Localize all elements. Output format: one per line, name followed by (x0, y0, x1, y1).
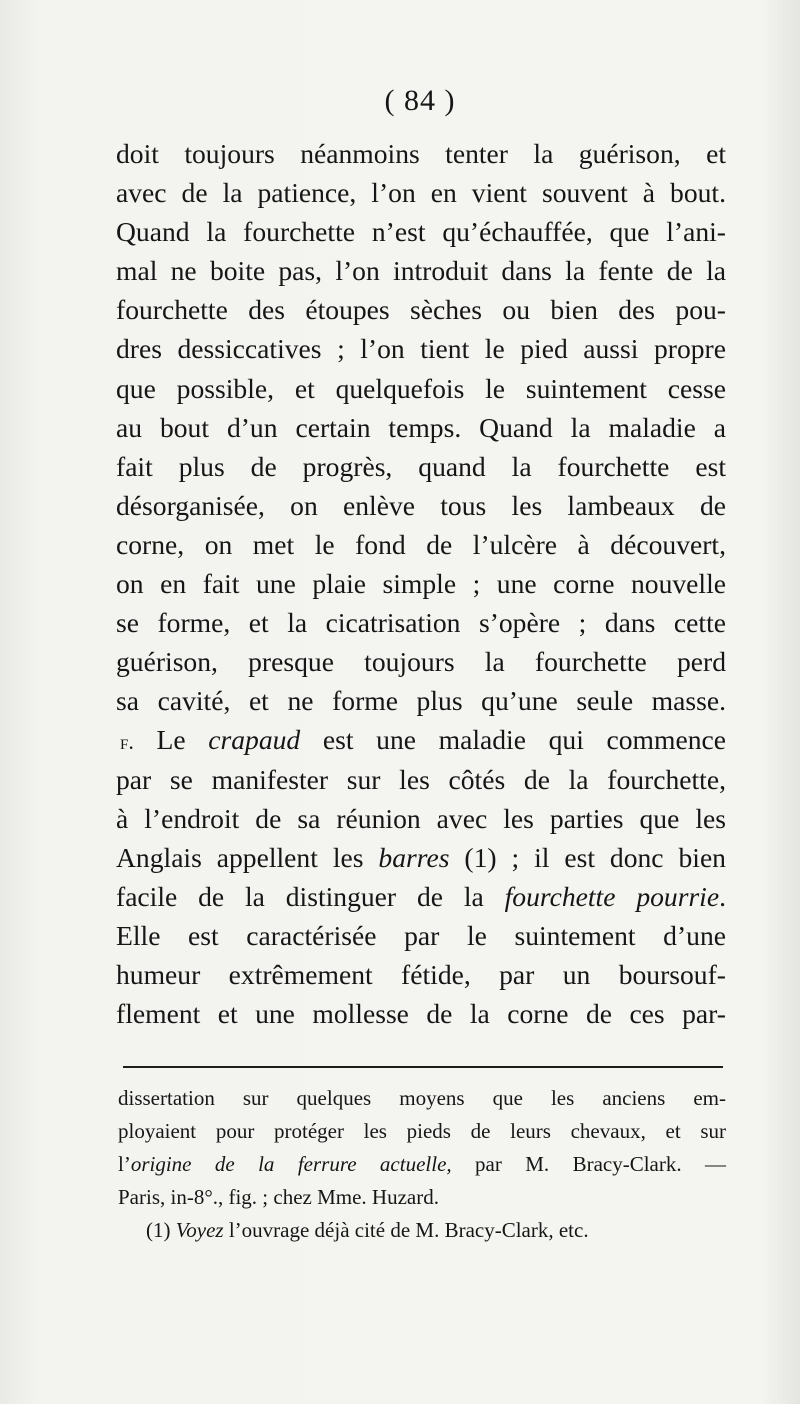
text-run: l’ (118, 1152, 131, 1176)
text-run: facile de la distinguer de la (116, 880, 505, 912)
text-line: par se manifester sur les côtés de la fourchette, (116, 763, 726, 795)
page-number: ( 84 ) (384, 84, 456, 117)
footnote-line (118, 1148, 726, 1181)
text-line: Quand la fourchette n’est qu’échauffée, que l’ani- (116, 216, 726, 248)
text-line: que possible, et quelquefois le suintement cesse (116, 372, 726, 404)
italic-term: barres (378, 841, 450, 873)
text-line: sa cavité, et ne forme plus qu’une seule masse. (116, 685, 726, 717)
text-line: avec de la patience, l’on en vient souvent à bout. (116, 177, 726, 209)
text-line: au bout d’un certain temps. Quand la maladie a (116, 411, 726, 443)
text-line: guérison, presque toujours la fourchette perd (116, 646, 726, 678)
text-run: par M. Bracy-Clark. — (451, 1152, 727, 1176)
text-line: dres dessiccatives ; l’on tient le pied aussi propre (116, 333, 726, 365)
text-line-paragraph-start (116, 720, 726, 759)
text-line: doit toujours néanmoins tenter la guérison, et (116, 138, 726, 169)
text-run: Anglais appellent les (116, 841, 379, 873)
text-run: l’ouvrage déjà cité de M. Bracy-Clark, etc. (223, 1218, 589, 1242)
text-line: humeur extrêmement fétide, par un boursouf- (116, 958, 726, 990)
text-line: se forme, et la cicatrisation s’opère ; dans cette (116, 607, 726, 639)
text-run: Le (133, 724, 209, 756)
text-line: fait plus de progrès, quand la fourchette est (116, 450, 726, 482)
text-run: (1) ; il est donc bien (449, 841, 726, 873)
footnote-marker: (1) (146, 1218, 171, 1242)
text-line: à l’endroit de sa réunion avec les parties que les (116, 802, 726, 834)
text-line: on en fait une plaie simple ; une corne nouvelle (116, 568, 726, 600)
footnotes (118, 1082, 726, 1247)
footnote-line: dissertation sur quelques moyens que les anciens em- (118, 1086, 726, 1110)
text-line (116, 877, 726, 916)
text-line: mal ne boite pas, l’on introduit dans la fente de la (116, 255, 726, 287)
main-text (116, 134, 726, 1033)
italic-title: origine de la ferrure actuelle, (130, 1152, 452, 1176)
text-line (116, 838, 726, 877)
italic-term: crapaud (208, 724, 301, 756)
text-line: Elle est caractérisée par le suintement d’une (116, 919, 726, 951)
footnote-divider (123, 1066, 723, 1068)
text-line: corne, on met le fond de l’ulcère à découvert, (116, 528, 726, 560)
text-run: . (719, 880, 727, 912)
italic-term: Voyez (175, 1218, 224, 1242)
section-letter: f. (120, 729, 134, 755)
italic-term: fourchette pourrie (504, 880, 720, 912)
text-line: désorganisée, on enlève tous les lambeaux de (116, 489, 726, 521)
text-run: est une maladie qui commence (300, 724, 726, 756)
text-line: flement et une mollesse de la corne de ces par- (116, 998, 726, 1030)
footnote-1 (118, 1214, 726, 1247)
footnote-line: ployaient pour protéger les pieds de leurs chevaux, et sur (118, 1119, 726, 1143)
footnote-line: Paris, in-8°., fig. ; chez Mme. Huzard. (118, 1185, 439, 1209)
text-line: fourchette des étoupes sèches ou bien des pou- (116, 294, 726, 326)
